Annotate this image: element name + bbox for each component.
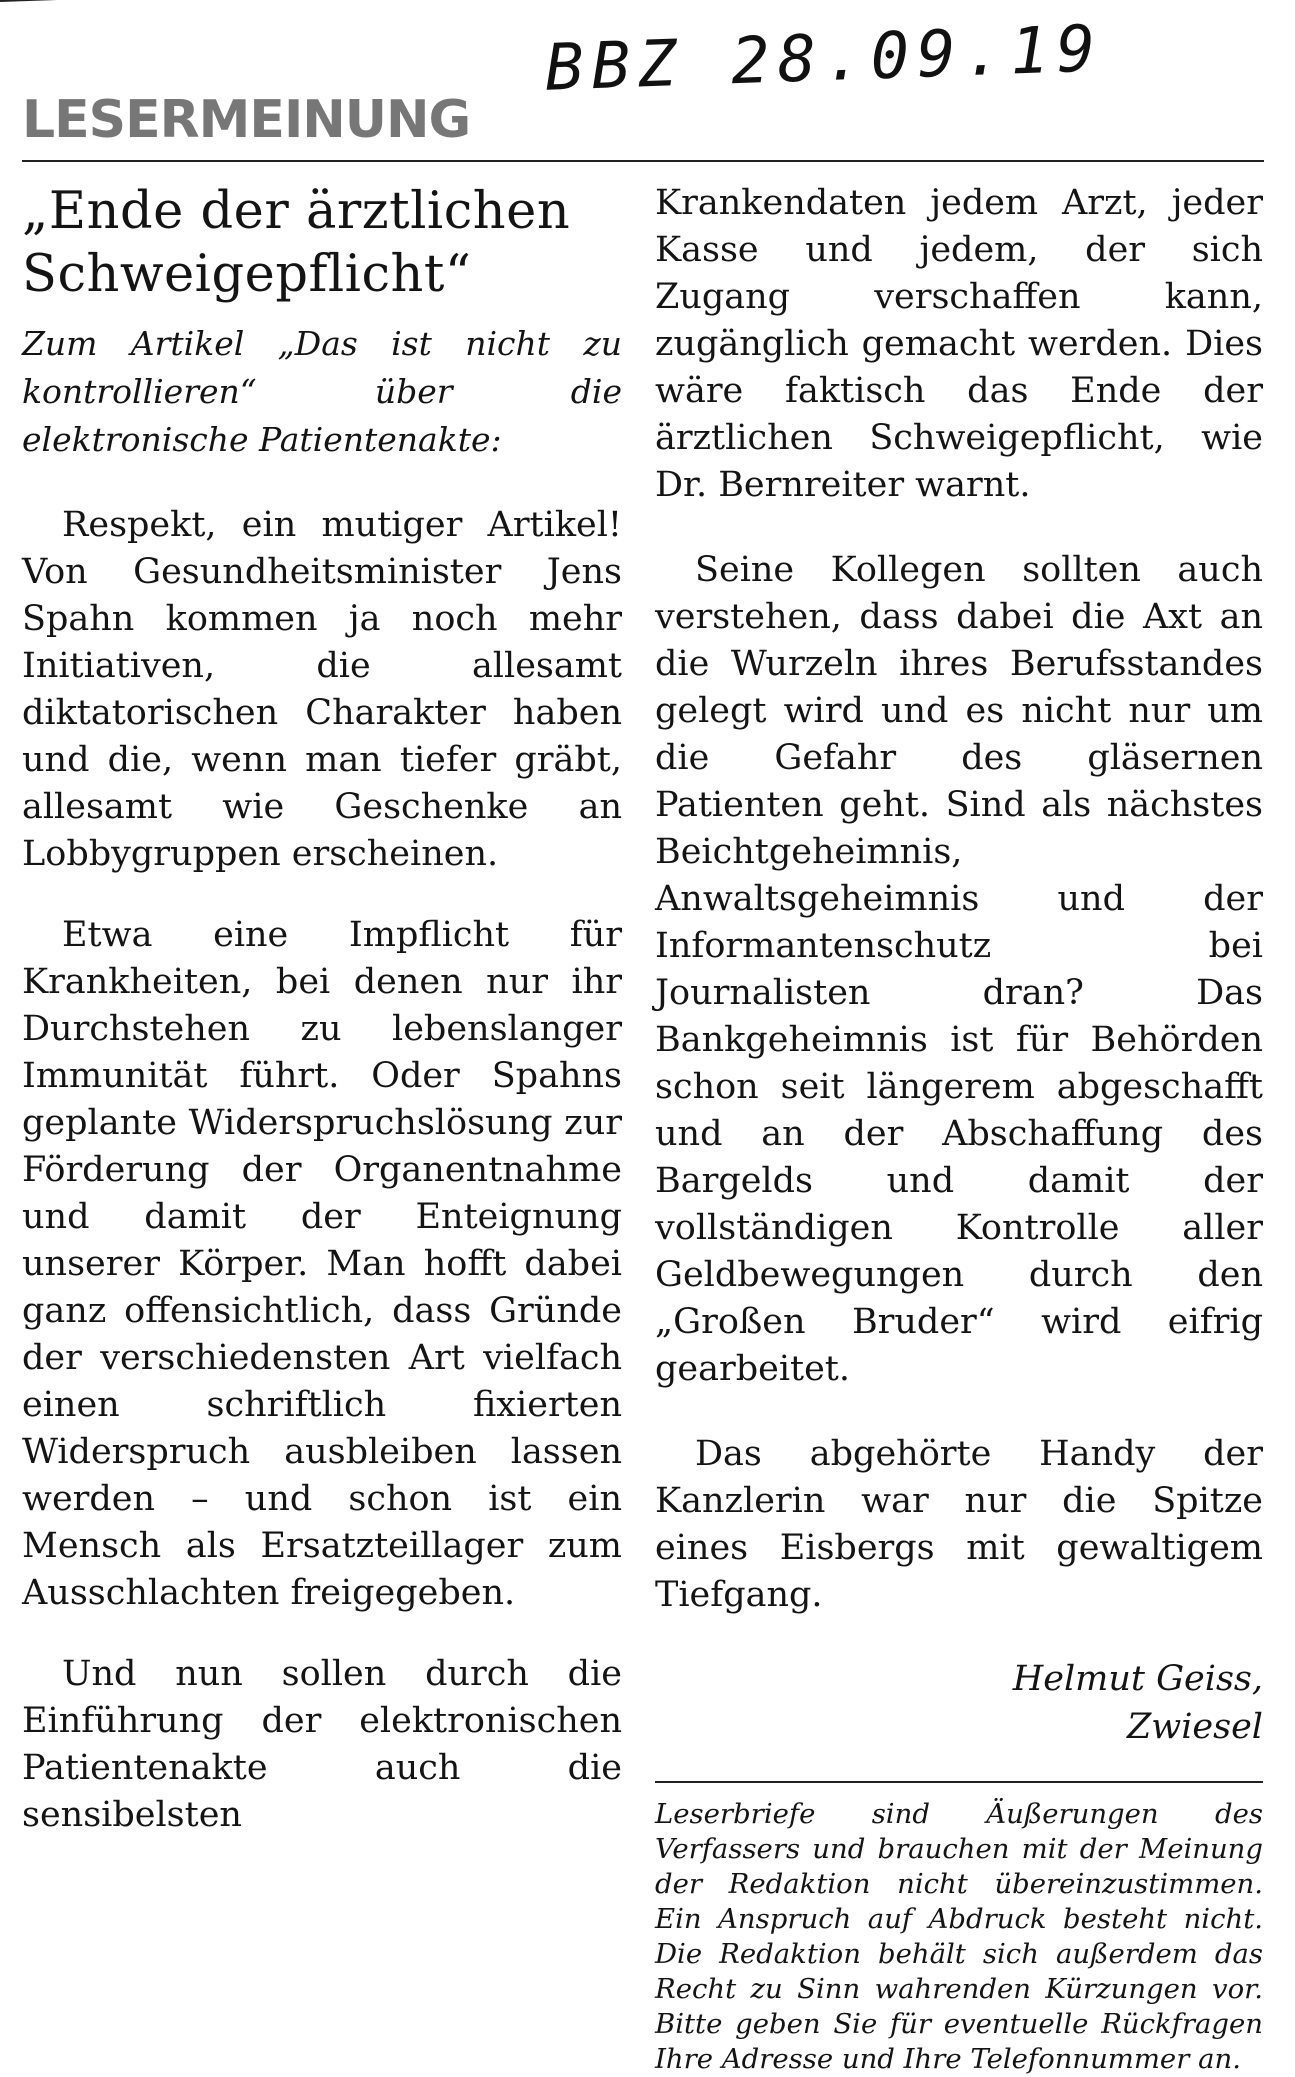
signature-name: Helmut Geiss, — [1012, 1659, 1263, 1699]
handwritten-date-note: BBZ 28.09.19 — [543, 12, 1105, 106]
disclaimer-note: Leserbriefe sind Äußerungen des Verfassers und brauchen mit der Meinung der Redaktion nicht übereinzustimmen. Ein Anspruch auf Abdruck besteht nicht. Die Redaktion behält sich außerdem das Recht zu Sinn wahrenden Kürzungen vor. Bitte geben Sie für eventuelle Rückfragen Ihre Adresse und Ihre Telefonnummer an. — [655, 1798, 1263, 2075]
paragraph-respekt: Respekt, ein mutiger Artikel! Von Gesundheitsminister Jens Spahn kommen ja noch mehr Initiativen, die allesamt diktatorischen Charakter haben und die, wenn man tiefer gräbt, allesamt wie Geschenke an Lobbygruppen erscheinen. — [22, 505, 622, 874]
signature-place: Zwiesel — [1126, 1707, 1263, 1747]
paragraph-kollegen: Seine Kollegen sollten auch verstehen, dass dabei die Axt an die Wurzeln ihres Berufsstandes gelegt wird und es nicht nur um die Gefahr des gläsernen Patienten geht. Sind als nächstes Beichtgeheimnis, Anwaltsgeheimnis und der Informantenschutz bei Journalisten dran? Das Bankgeheimnis ist für Behörden schon seit längerem abgeschafft und an der Abschaffung des Bargelds und damit der vollständigen Kontrolle aller Geldbewegungen durch den „Großen Bruder“ wird eifrig gearbeitet. — [655, 550, 1263, 1389]
corner-scan-line — [0, 0, 110, 2]
paragraph-impfpflicht: Etwa eine Impflicht für Krankheiten, bei denen nur ihr Durchstehen zu lebenslanger Immunität führt. Oder Spahns geplante Widerspruchslösung zur Förderung der Organentnahme und damit der Enteignung unserer Körper. Man hofft dabei ganz offensichtlich, dass Gründe der verschiedensten Art vielfach einen schriftlich fixierten Widerspruch ausbleiben lassen werden – und schon ist ein Mensch als Ersatzteillager zum Ausschlachten freigegeben. — [22, 915, 622, 1613]
section-label: LESERMEINUNG — [22, 90, 471, 150]
header-rule — [22, 160, 1264, 162]
subhead: Zum Artikel „Das ist nicht zu kontrollieren“ über die elektronische Patientenakte: — [22, 324, 622, 459]
headline: „Ende der ärztlichen Schweigepflicht“ — [22, 182, 571, 304]
left-column — [22, 180, 622, 1839]
paragraph-krankendaten: Krankendaten jedem Arzt, jeder Kasse und jedem, der sich Zugang verschaffen kann, zugänglich gemacht werden. Dies wäre faktisch das Ende der ärztlichen Schweigepflicht, wie Dr. Bernreiter warnt. — [655, 183, 1263, 505]
disclaimer-rule — [655, 1781, 1263, 1783]
right-column — [655, 180, 1263, 2077]
signature — [655, 1655, 1263, 1751]
paragraph-patientenakte: Und nun sollen durch die Einführung der elektronischen Patientenakte auch die sensibelsten — [22, 1654, 622, 1835]
paragraph-handy: Das abgehörte Handy der Kanzlerin war nur die Spitze eines Eisbergs mit gewaltigem Tiefgang. — [655, 1434, 1263, 1615]
